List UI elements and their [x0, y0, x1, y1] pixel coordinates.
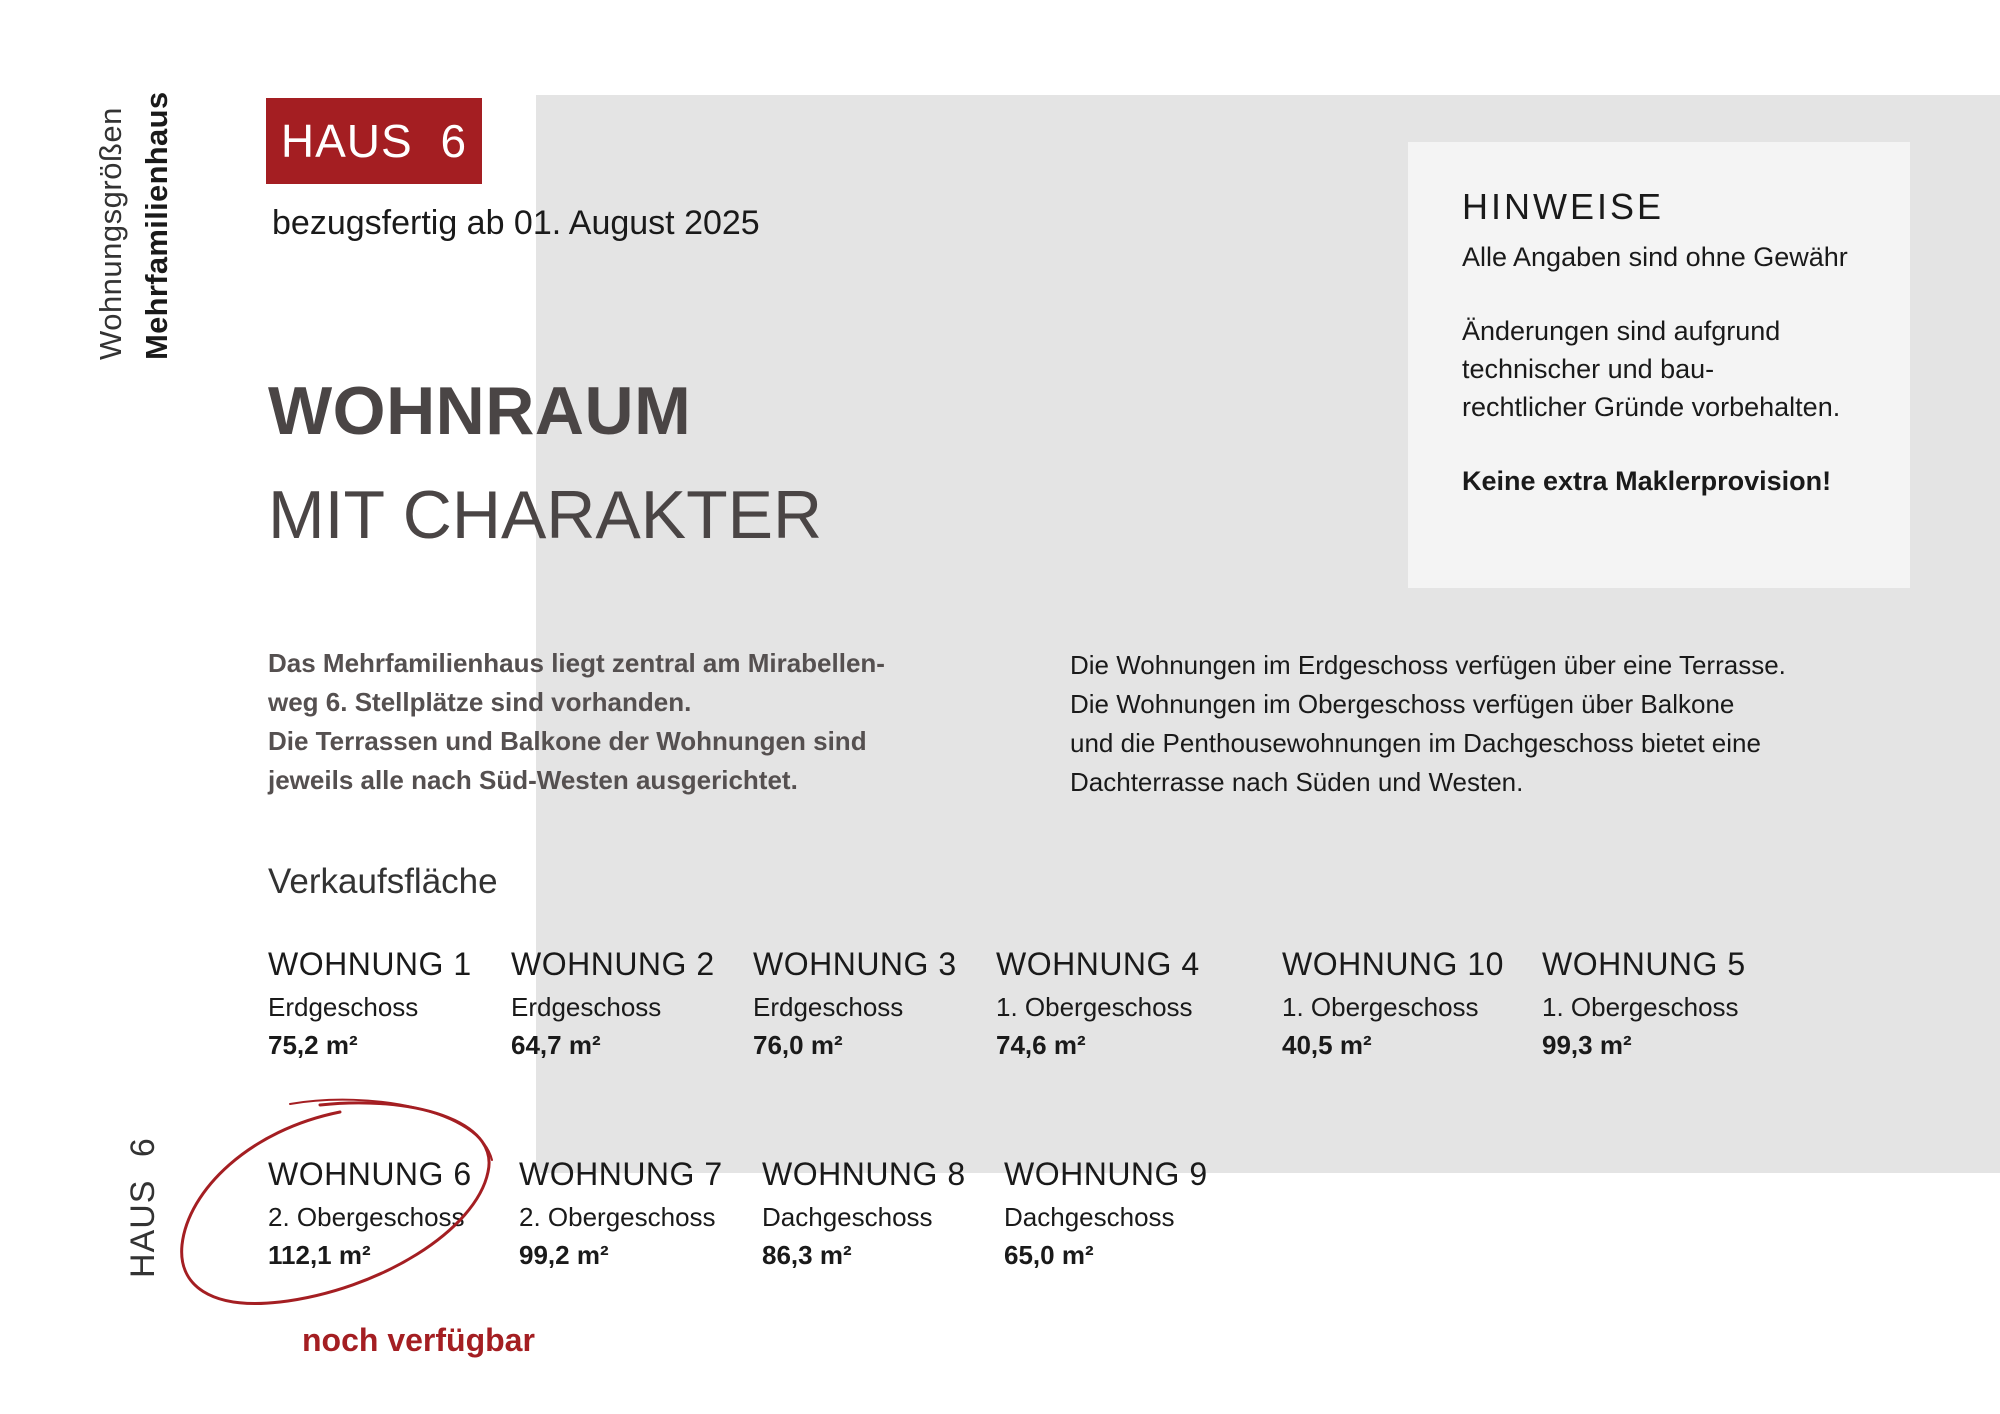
notes-line: rechtlicher Gründe vorbehalten.: [1462, 392, 1841, 422]
description-line: jeweils alle nach Süd-Westen ausgerichtet.: [268, 765, 798, 795]
unit-name: WOHNUNG 4: [996, 946, 1200, 982]
unit-name: WOHNUNG 8: [762, 1156, 966, 1192]
unit-area: 40,5 m²: [1282, 1030, 1372, 1060]
unit-name: WOHNUNG 9: [1004, 1156, 1208, 1192]
unit-name: WOHNUNG 10: [1282, 946, 1504, 982]
unit-card-4: [996, 942, 1200, 1064]
unit-name: WOHNUNG 5: [1542, 946, 1746, 982]
vertical-title: [88, 92, 180, 360]
unit-floor: 2. Obergeschoss: [268, 1202, 465, 1232]
unit-floor: 1. Obergeschoss: [1282, 992, 1479, 1022]
description-line: Die Wohnungen im Erdgeschoss verfügen über eine Terrasse.: [1070, 650, 1786, 680]
haus-badge: HAUS 6: [266, 98, 482, 184]
unit-card-1: [268, 942, 472, 1064]
unit-floor: Erdgeschoss: [511, 992, 662, 1022]
unit-area: 99,3 m²: [1542, 1030, 1632, 1060]
headline-bold: WOHNRAUM: [268, 373, 692, 449]
unit-name: WOHNUNG 1: [268, 946, 472, 982]
unit-area: 75,2 m²: [268, 1030, 358, 1060]
availability-date: bezugsfertig ab 01. August 2025: [272, 204, 760, 242]
notes-line: technischer und bau-: [1462, 354, 1715, 384]
vertical-title-bold: Mehrfamilienhaus: [139, 91, 174, 360]
description-line: Die Wohnungen im Obergeschoss verfügen über Balkone: [1070, 689, 1735, 719]
unit-card-7: [519, 1152, 723, 1274]
unit-floor: Erdgeschoss: [753, 992, 904, 1022]
notes-line: Alle Angaben sind ohne Gewähr: [1462, 242, 1848, 272]
unit-name: WOHNUNG 6: [268, 1156, 472, 1192]
unit-name: WOHNUNG 2: [511, 946, 715, 982]
unit-area: 86,3 m²: [762, 1240, 852, 1270]
unit-area: 65,0 m²: [1004, 1240, 1094, 1270]
notes-title: HINWEISE: [1462, 186, 1665, 227]
unit-floor: Dachgeschoss: [1004, 1202, 1175, 1232]
unit-area: 99,2 m²: [519, 1240, 609, 1270]
unit-card-3: [753, 942, 957, 1064]
unit-card-10: [1282, 942, 1504, 1064]
notes-box: [1408, 142, 1910, 588]
description-right: [1070, 646, 1786, 802]
description-line: Dachterrasse nach Süden und Westen.: [1070, 767, 1524, 797]
unit-area: 76,0 m²: [753, 1030, 843, 1060]
description-line: Die Terrassen und Balkone der Wohnungen sind: [268, 726, 867, 756]
unit-name: WOHNUNG 7: [519, 1156, 723, 1192]
description-line: und die Penthousewohnungen im Dachgeschoss bietet eine: [1070, 728, 1761, 758]
unit-card-9: [1004, 1152, 1208, 1274]
description-line: Das Mehrfamilienhaus liegt zentral am Mirabellen-: [268, 648, 885, 678]
unit-area: 74,6 m²: [996, 1030, 1086, 1060]
available-note: noch verfügbar: [302, 1322, 535, 1358]
notes-commission: Keine extra Maklerprovision!: [1462, 466, 1832, 496]
headline-light: MIT CHARAKTER: [268, 477, 823, 553]
unit-card-2: [511, 942, 715, 1064]
unit-floor: 2. Obergeschoss: [519, 1202, 716, 1232]
unit-floor: Dachgeschoss: [762, 1202, 933, 1232]
unit-area: 112,1 m²: [268, 1240, 371, 1270]
hand-drawn-circle-icon: [170, 1090, 510, 1325]
section-label: Verkaufsfläche: [268, 862, 498, 901]
notes-line: Änderungen sind aufgrund: [1462, 316, 1781, 346]
unit-card-5: [1542, 942, 1746, 1064]
vertical-title-light: Wohnungsgrößen: [93, 107, 128, 360]
unit-name: WOHNUNG 3: [753, 946, 957, 982]
description-line: weg 6. Stellplätze sind vorhanden.: [268, 687, 692, 717]
unit-floor: 1. Obergeschoss: [996, 992, 1193, 1022]
unit-floor: Erdgeschoss: [268, 992, 419, 1022]
unit-card-8: [762, 1152, 966, 1274]
unit-area: 64,7 m²: [511, 1030, 601, 1060]
unit-floor: 1. Obergeschoss: [1542, 992, 1739, 1022]
description-left: [268, 644, 885, 800]
haus-vertical-label: HAUS 6: [124, 1137, 162, 1278]
